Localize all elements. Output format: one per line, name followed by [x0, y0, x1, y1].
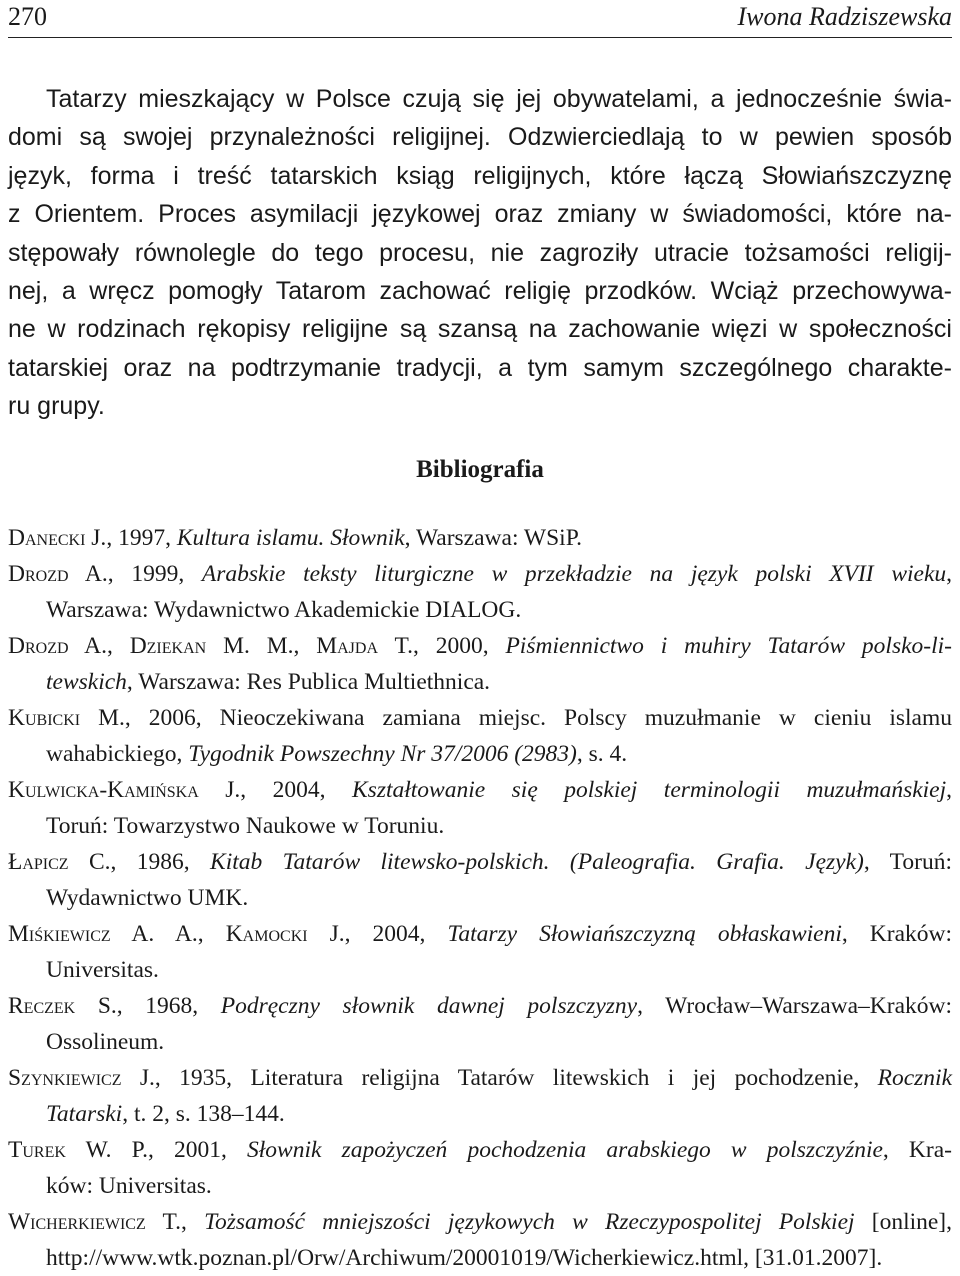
- entry-text: , 2000,: [412, 633, 506, 659]
- entry-text: , 2001,: [148, 1137, 248, 1163]
- entry-title: Tożsamość mniejszości językowych w Rzeczypospolitej Polskiej: [204, 1209, 855, 1235]
- entry-line: [8, 772, 952, 808]
- entry-line: [8, 628, 952, 664]
- entry-author: Kulwicka-Kamińska J.: [8, 777, 241, 803]
- bibliography-entry: [8, 772, 952, 844]
- entry-line: [8, 880, 952, 916]
- entry-author: Danecki J.: [8, 525, 107, 551]
- entry-line: [8, 952, 952, 988]
- entry-text: , 1997,: [106, 525, 177, 551]
- entry-title: Arabskie teksty liturgiczne w przekładzie na język polski XVII wieku: [201, 561, 947, 587]
- bibliography-entry: [8, 628, 952, 700]
- entry-text: Ossolineum.: [46, 1029, 165, 1055]
- entry-text: [online],: [854, 1209, 953, 1235]
- entry-text: , 1986,: [110, 849, 211, 875]
- entry-title: Tatarski: [46, 1101, 123, 1127]
- entry-text: ,: [946, 777, 953, 803]
- entry-author: Szynkiewicz J.: [8, 1065, 155, 1091]
- entry-line: [8, 736, 952, 772]
- bibliography-entry: [8, 520, 952, 556]
- entry-title: Kitab Tatarów litewsko-polskich. (Paleografia. Grafia. Język): [210, 849, 864, 875]
- entry-line: [8, 988, 952, 1024]
- entry-text: Toruń: Towarzystwo Naukowe w Toruniu.: [46, 813, 445, 839]
- entry-text: , Warszawa: WSiP.: [404, 525, 583, 551]
- entry-author: Reczek S.: [8, 993, 117, 1019]
- entry-author: Łapicz C.: [8, 849, 111, 875]
- bibliography-entry: [8, 988, 952, 1060]
- section-title: Bibliografia: [416, 456, 544, 483]
- entry-text: , 1968,: [116, 993, 221, 1019]
- entry-author: Drozd A., Dziekan M. M., Majda T.: [8, 633, 413, 659]
- entry-line: [8, 700, 952, 736]
- paragraph-line: ne w rodzinach rękopisy religijne są szansą na zachowanie więzi w społeczności: [8, 315, 952, 344]
- entry-text: , Toruń:: [863, 849, 952, 875]
- paragraph-line: Tatarzy mieszkający w Polsce czują się jej obywatelami, a jednocześnie świa-: [46, 85, 952, 113]
- bibliography-entry: [8, 700, 952, 772]
- entry-text: , 2004,: [240, 777, 352, 803]
- entry-author: Wicherkiewicz T.: [8, 1209, 181, 1235]
- entry-title: Słownik zapożyczeń pochodzenia arabskiego w polszczyźnie: [247, 1137, 883, 1163]
- entry-text: ,: [181, 1209, 205, 1235]
- bibliography-list: [8, 520, 952, 1276]
- bibliography-entry: [8, 1060, 952, 1132]
- paragraph-line: domi są swojej przynależności religijnej. Odzwierciedlają to w pewien sposób: [8, 123, 952, 152]
- entry-title: Tygodnik Powszechny Nr 37/2006 (2983): [188, 741, 577, 767]
- entry-line: [8, 1168, 952, 1204]
- entry-line: [8, 1060, 952, 1096]
- entry-author: Miśkiewicz A. A., Kamocki J.: [8, 921, 345, 947]
- entry-text: , Kraków:: [841, 921, 953, 947]
- entry-text: , Warszawa: Res Publica Multiethnica.: [126, 669, 491, 695]
- entry-title: Podręczny słownik dawnej polszczyzny: [220, 993, 638, 1019]
- bibliography-entry: [8, 1204, 952, 1276]
- entry-line: [8, 844, 952, 880]
- entry-title: Kształtowanie się polskiej terminologii muzułmańskiej: [352, 777, 947, 803]
- bibliography-entry: [8, 844, 952, 916]
- entry-author: Turek W. P.: [8, 1137, 148, 1163]
- entry-text: , 2006, Nieoczekiwana zamiana miejsc. Polscy muzułmanie w cieniu islamu: [124, 705, 952, 731]
- entry-title: Kultura islamu. Słownik: [176, 525, 405, 551]
- entry-author: Drozd A.: [8, 561, 108, 587]
- entry-text: http://www.wtk.poznan.pl/Orw/Archiwum/20001019/Wicherkiewicz.html, [31.01.2007].: [46, 1245, 883, 1271]
- entry-line: [8, 1132, 952, 1168]
- entry-line: [8, 520, 952, 556]
- bibliography-entry: [8, 916, 952, 988]
- page-number: 270: [8, 2, 47, 31]
- entry-line: [8, 664, 952, 700]
- entry-line: [8, 556, 952, 592]
- entry-text: ków: Universitas.: [46, 1173, 212, 1199]
- entry-line: [8, 1240, 952, 1276]
- paragraph-line: ru grupy.: [8, 392, 105, 421]
- bibliography-entry: [8, 1132, 952, 1204]
- entry-line: [8, 1096, 952, 1132]
- entry-text: wahabickiego,: [46, 741, 189, 767]
- paragraph-line: stępowały równolegle do tego procesu, nie zagroziły utracie tożsamości religij-: [8, 238, 952, 267]
- paragraph-line: z Orientem. Proces asymilacji językowej oraz zmiany w świadomości, które na-: [8, 200, 952, 229]
- entry-title: Tatarzy Słowiańszczyzną obłaskawieni: [447, 921, 842, 947]
- paragraph-line: nej, a wręcz pomogły Tatarom zachować religię przodków. Wciąż przechowywa-: [8, 276, 952, 305]
- entry-text: , 2004,: [344, 921, 448, 947]
- entry-text: Wydawnictwo UMK.: [46, 885, 249, 911]
- body-paragraph: [8, 80, 952, 426]
- entry-author: Kubicki M.: [8, 705, 125, 731]
- entry-text: , 1999,: [107, 561, 202, 587]
- entry-title: tewskich: [46, 669, 127, 695]
- entry-title: Piśmiennictwo i muhiry Tatarów polsko-li-: [505, 633, 952, 659]
- running-header: [8, 0, 952, 38]
- entry-line: [8, 1204, 952, 1240]
- entry-text: , s. 4.: [576, 741, 628, 767]
- bibliography-entry: [8, 556, 952, 628]
- entry-text: , Wrocław–Warszawa–Kraków:: [637, 993, 953, 1019]
- paragraph-line: tatarskiej oraz na podtrzymanie tradycji, a tym samym szczególnego charakte-: [8, 353, 952, 382]
- running-author: Iwona Radziszewska: [737, 2, 952, 31]
- entry-line: [8, 1024, 952, 1060]
- entry-text: Warszawa: Wydawnictwo Akademickie DIALOG.: [46, 597, 522, 623]
- entry-text: , Kra-: [882, 1137, 952, 1163]
- entry-text: ,: [946, 561, 953, 587]
- entry-title: Rocznik: [877, 1065, 952, 1091]
- entry-line: [8, 592, 952, 628]
- entry-text: , 1935, Literatura religijna Tatarów litewskich i jej pochodzenie,: [154, 1065, 878, 1091]
- entry-text: , t. 2, s. 138–144.: [122, 1101, 285, 1127]
- entry-line: [8, 916, 952, 952]
- paragraph-line: język, forma i treść tatarskich ksiąg religijnych, które łączą Słowiańszczyznę: [8, 161, 952, 190]
- entry-line: [8, 808, 952, 844]
- entry-text: Universitas.: [46, 957, 159, 983]
